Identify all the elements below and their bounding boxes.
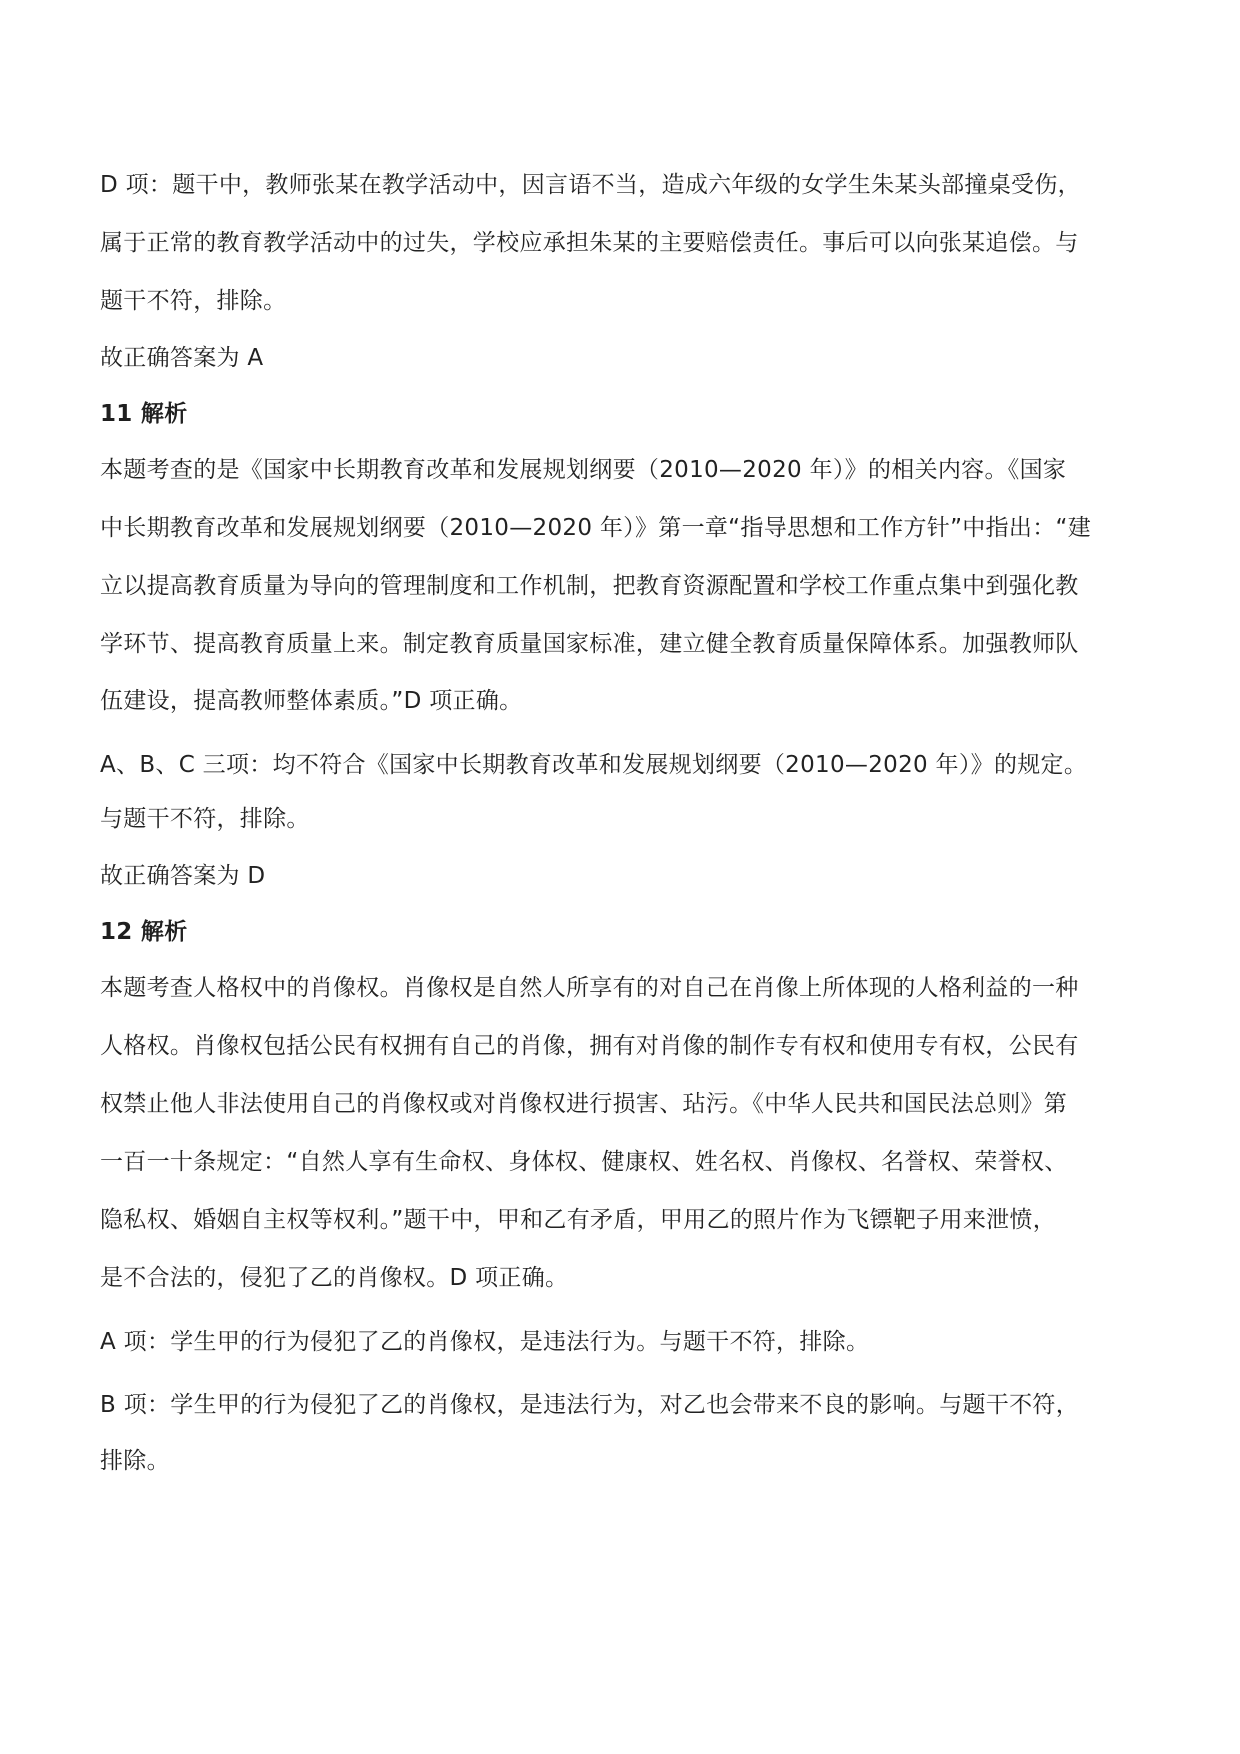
q12-paragraph-line-3: 权禁止他人非法使用自己的肖像权或对肖像权进行损害、玷污。《中华人民共和国民法总则》第 (100, 1091, 1068, 1117)
q12-b-option-line-1: B 项：学生甲的行为侵犯了乙的肖像权，是违法行为，对乙也会带来不良的影响。与题干不符， (100, 1392, 1079, 1418)
q10-d-option-line-1: D 项：题干中，教师张某在教学活动中，因言语不当，造成六年级的女学生朱某头部撞桌受伤， (100, 172, 1081, 198)
q12-heading: 12 解析 (100, 919, 188, 945)
q11-heading: 11 解析 (100, 401, 188, 427)
q12-paragraph-line-1: 本题考查人格权中的肖像权。肖像权是自然人所享有的对自己在肖像上所体现的人格利益的一种 (100, 975, 1079, 1001)
q10-answer: 故正确答案为 A (100, 345, 264, 371)
q11-paragraph-line-2: 中长期教育改革和发展规划纲要（2010—2020 年）》第一章“指导思想和工作方针”中指出：“建 (100, 515, 1092, 541)
q12-b-option-line-2: 排除。 (100, 1448, 170, 1474)
q11-paragraph-line-4: 学环节、提高教育质量上来。制定教育质量国家标准，建立健全教育质量保障体系。加强教师队 (100, 631, 1079, 657)
q12-paragraph-line-2: 人格权。肖像权包括公民有权拥有自己的肖像，拥有对肖像的制作专有权和使用专有权，公民有 (100, 1033, 1079, 1059)
q12-paragraph-line-5: 隐私权、婚姻自主权等权利。”题干中，甲和乙有矛盾，甲用乙的照片作为飞镖靶子用来泄愤， (100, 1207, 1057, 1233)
q10-d-option-line-3: 题干不符，排除。 (100, 288, 287, 314)
q11-abc-option-line-1: A、B、C 三项：均不符合《国家中长期教育改革和发展规划纲要（2010—2020 年）》的规定。 (100, 752, 1088, 778)
q11-paragraph-line-1: 本题考查的是《国家中长期教育改革和发展规划纲要（2010—2020 年）》的相关内容。《国家 (100, 457, 1067, 483)
q10-d-option-line-2: 属于正常的教育教学活动中的过失，学校应承担朱某的主要赔偿责任。事后可以向张某追偿。与 (100, 230, 1079, 256)
q11-abc-option-line-2: 与题干不符，排除。 (100, 806, 310, 832)
q12-a-option-line-1: A 项：学生甲的行为侵犯了乙的肖像权，是违法行为。与题干不符，排除。 (100, 1329, 870, 1355)
q12-paragraph-line-4: 一百一十条规定：“自然人享有生命权、身体权、健康权、姓名权、肖像权、名誉权、荣誉权、 (100, 1149, 1068, 1175)
q11-paragraph-line-3: 立以提高教育质量为导向的管理制度和工作机制，把教育资源配置和学校工作重点集中到强化教 (100, 573, 1079, 599)
q11-paragraph-line-5: 伍建设，提高教师整体素质。”D 项正确。 (100, 688, 523, 714)
q12-paragraph-line-6: 是不合法的，侵犯了乙的肖像权。D 项正确。 (100, 1265, 569, 1291)
q11-answer: 故正确答案为 D (100, 863, 266, 889)
